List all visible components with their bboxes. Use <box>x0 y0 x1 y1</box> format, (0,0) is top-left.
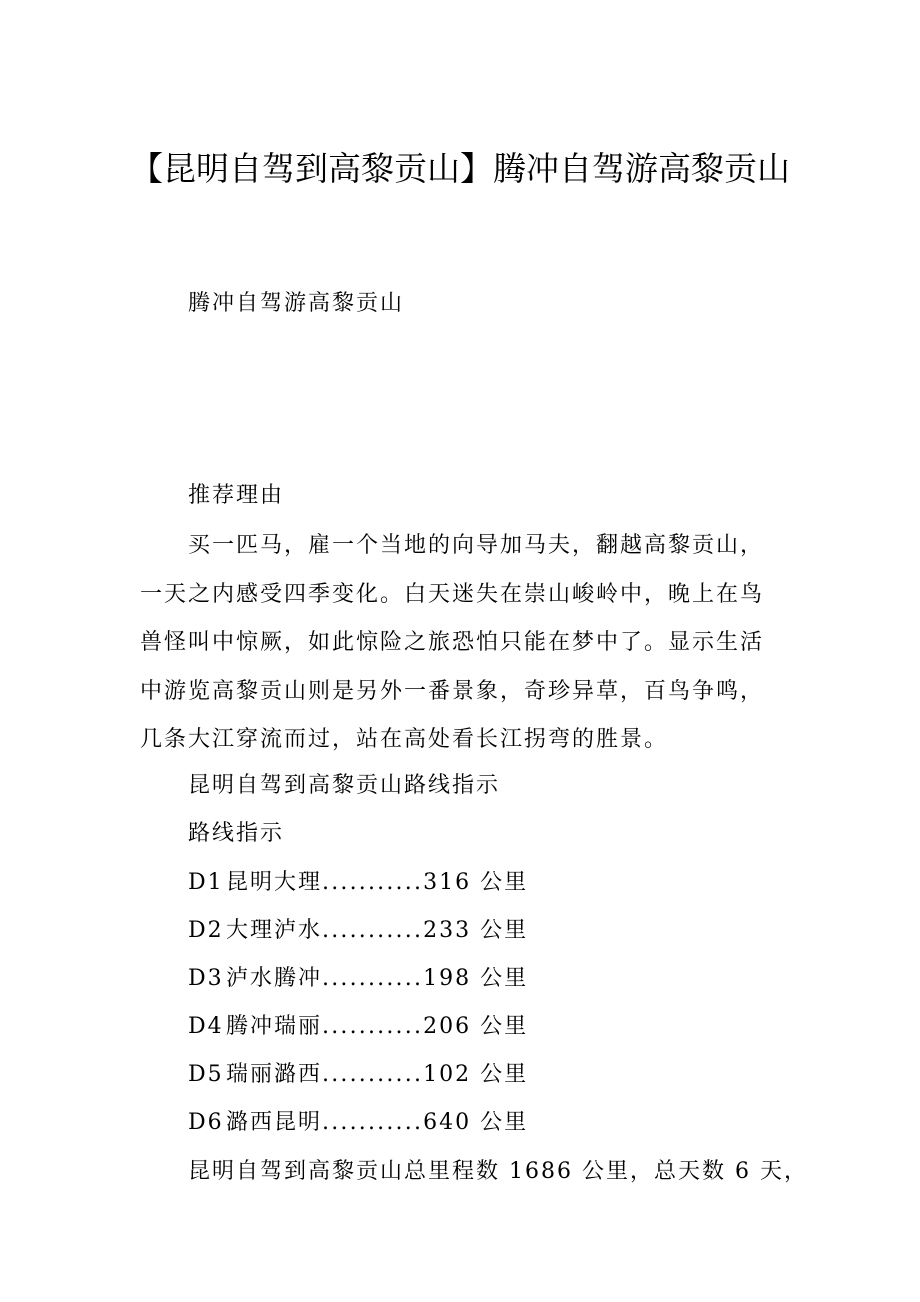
route-unit: 公里 <box>480 870 529 895</box>
route-unit: 公里 <box>480 1110 529 1135</box>
route-row <box>140 1051 848 1100</box>
subtitle: 腾冲自驾游高黎贡山 <box>188 291 405 316</box>
route-day: D2 <box>188 918 224 943</box>
route-leader-dots: ........... <box>322 918 424 943</box>
route-name: 昆明大理 <box>226 870 323 895</box>
route-day: D4 <box>188 1014 224 1039</box>
route-unit: 公里 <box>480 966 529 991</box>
route-day: D1 <box>188 870 224 895</box>
route-unit: 公里 <box>480 918 529 943</box>
route-leader-dots: ........... <box>322 1014 424 1039</box>
route-day: D3 <box>188 966 224 991</box>
route-distance: 640 <box>423 1110 472 1135</box>
route-distance: 316 <box>423 870 472 895</box>
route-leader-dots: ........... <box>322 1110 424 1135</box>
route-summary: 昆明自驾到高黎贡山总里程数 1686 公里，总天数 6 天， <box>188 1159 808 1184</box>
route-name: 瑞丽潞西 <box>226 1062 323 1087</box>
route-section-heading: 昆明自驾到高黎贡山路线指示 <box>188 773 501 798</box>
route-unit: 公里 <box>480 1014 529 1039</box>
route-unit: 公里 <box>480 1062 529 1087</box>
route-name: 大理泸水 <box>226 918 323 943</box>
route-subheading: 路线指示 <box>188 821 285 846</box>
route-row <box>140 955 848 1004</box>
route-distance: 233 <box>423 918 472 943</box>
route-distance: 102 <box>423 1062 472 1087</box>
reason-line: 中游览高黎贡山则是另外一番景象，奇珍异草，百鸟争鸣， <box>140 678 765 704</box>
reason-line: 一天之内感受四季变化。白天迷失在崇山峻岭中，晚上在鸟 <box>140 581 765 607</box>
route-distance: 206 <box>423 1014 472 1039</box>
route-leader-dots: ........... <box>322 1062 424 1087</box>
document-title: 【昆明自驾到高黎贡山】腾冲自驾游高黎贡山 <box>130 149 790 188</box>
route-name: 腾冲瑞丽 <box>226 1014 323 1039</box>
route-name: 潞西昆明 <box>226 1110 323 1135</box>
reason-line: 几条大江穿流而过，站在高处看长江拐弯的胜景。 <box>140 727 669 752</box>
reason-heading: 推荐理由 <box>188 483 285 508</box>
reason-paragraph <box>140 522 800 765</box>
route-distance: 198 <box>423 966 472 991</box>
route-leader-dots: ........... <box>322 870 424 895</box>
route-row <box>140 1099 848 1148</box>
route-leader-dots: ........... <box>322 966 424 991</box>
route-name: 泸水腾冲 <box>226 966 323 991</box>
route-day: D6 <box>188 1110 224 1135</box>
reason-line: 兽怪叫中惊厥，如此惊险之旅恐怕只能在梦中了。显示生活 <box>140 630 765 655</box>
route-row <box>140 859 848 908</box>
route-day: D5 <box>188 1062 224 1087</box>
reason-line: 买一匹马，雇一个当地的向导加马夫，翻越高黎贡山， <box>188 533 765 558</box>
route-row <box>140 907 848 956</box>
route-row <box>140 1003 848 1052</box>
